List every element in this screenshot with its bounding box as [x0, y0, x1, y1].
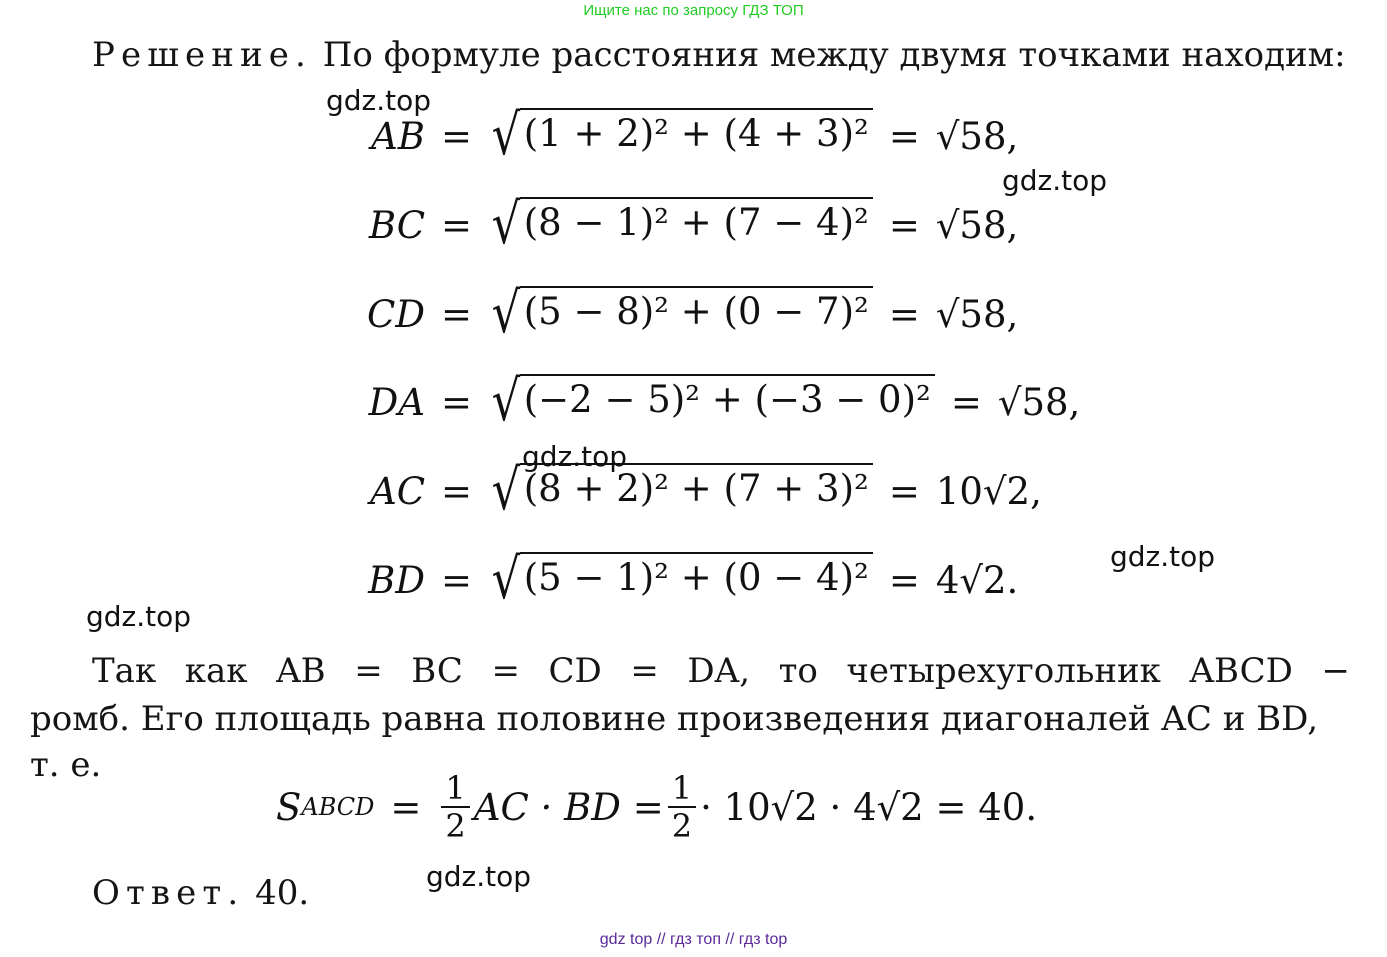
answer [92, 870, 309, 916]
equation-punct: , [1068, 380, 1081, 424]
conclusion-line-1: Так как AB = BC = CD = DA, то четырехугольник ABCD − [92, 651, 1350, 691]
square-root: √ (8 − 1)² + (7 − 4)² [488, 197, 873, 253]
equation-cd: CD = √ (5 − 8)² + (0 − 7)² = √58 , [330, 286, 1018, 342]
square-root: √ (−2 − 5)² + (−3 − 0)² [488, 374, 935, 430]
fraction-half: $\frac{1}{2}$ [441, 770, 469, 844]
answer-label: Ответ. [92, 873, 245, 913]
watermark: gdz.top [522, 440, 628, 473]
equation-punct: , [1006, 292, 1019, 336]
square-root: √ (5 − 1)² + (0 − 4)² [488, 552, 873, 608]
equation-result: √58 [935, 114, 1007, 158]
square-root: √ (8 + 2)² + (7 + 3)² [488, 463, 873, 519]
square-root: √ (5 − 8)² + (0 − 7)² [488, 286, 873, 342]
answer-value: 40. [255, 873, 310, 913]
watermark: gdz.top [426, 860, 532, 893]
equation-ab: AB = √ (1 + 2)² + (4 + 3)² = √58 , [330, 108, 1018, 164]
equation-lhs: DA [368, 380, 425, 424]
solution-label: Решение. [92, 35, 312, 75]
solution-intro-text: По формуле расстояния между двумя точками находим: [322, 35, 1346, 75]
watermark: gdz.top [326, 84, 432, 117]
radicand: (−2 − 5)² + (−3 − 0)² [520, 374, 935, 430]
conclusion-line-3: т. е. [30, 745, 102, 785]
equation-da: DA = √ (−2 − 5)² + (−3 − 0)² = √58 , [330, 374, 1080, 430]
watermark: gdz.top [86, 600, 192, 633]
radicand: (8 + 2)² + (7 + 3)² [520, 463, 873, 519]
solution-intro [92, 32, 1346, 78]
radicand: (1 + 2)² + (4 + 3)² [520, 108, 873, 164]
equation-result: 10√2 [935, 469, 1031, 513]
area-result: · 10√2 · 4√2 = 40. [700, 785, 1038, 829]
equation-lhs: BC [368, 203, 425, 247]
equation-punct: , [1030, 469, 1042, 513]
area-symbol: S [276, 785, 302, 829]
equation-punct: . [1006, 558, 1019, 602]
radicand: (8 − 1)² + (7 − 4)² [520, 197, 873, 253]
equation-lhs: AC [369, 469, 425, 513]
equation-bd: BD = √ (5 − 1)² + (0 − 4)² = 4√2 . [330, 552, 1018, 608]
fraction-half: $\frac{1}{2}$ [668, 770, 696, 844]
equation-ac: AC = √ (8 + 2)² + (7 + 3)² = 10√2 , [330, 463, 1042, 519]
equation-bc: BC = √ (8 − 1)² + (7 − 4)² = √58 , [330, 197, 1018, 253]
footer-links[interactable]: gdz top // гдз топ // гдз top [599, 931, 788, 948]
watermark: gdz.top [1002, 164, 1108, 197]
area-product: AC · BD = [473, 785, 664, 829]
equation-lhs: CD [367, 292, 425, 336]
equation-lhs: AB [371, 114, 425, 158]
equation-result: √58 [997, 380, 1069, 424]
equation-result: √58 [935, 203, 1007, 247]
watermark: gdz.top [1110, 540, 1216, 573]
area-formula: S ABCD = $\frac{1}{2}$ AC · BD = $\frac{1}{2}$ · 10√2 · 4√2 = 40. [276, 769, 1038, 845]
equation-result: 4√2 [935, 558, 1007, 602]
radicand: (5 − 8)² + (0 − 7)² [520, 286, 873, 342]
top-search-link[interactable]: Ищите нас по запросу ГДЗ ТОП [583, 2, 804, 19]
conclusion-line-2: ромб. Его площадь равна половине произведения диагоналей AC и BD, [30, 699, 1318, 739]
equation-lhs: BD [368, 558, 425, 602]
radicand: (5 − 1)² + (0 − 4)² [520, 552, 873, 608]
equation-punct: , [1006, 114, 1019, 158]
equation-punct: , [1006, 203, 1019, 247]
area-subscript: ABCD [301, 793, 375, 821]
square-root: √ (1 + 2)² + (4 + 3)² [488, 108, 873, 164]
equation-result: √58 [935, 292, 1007, 336]
